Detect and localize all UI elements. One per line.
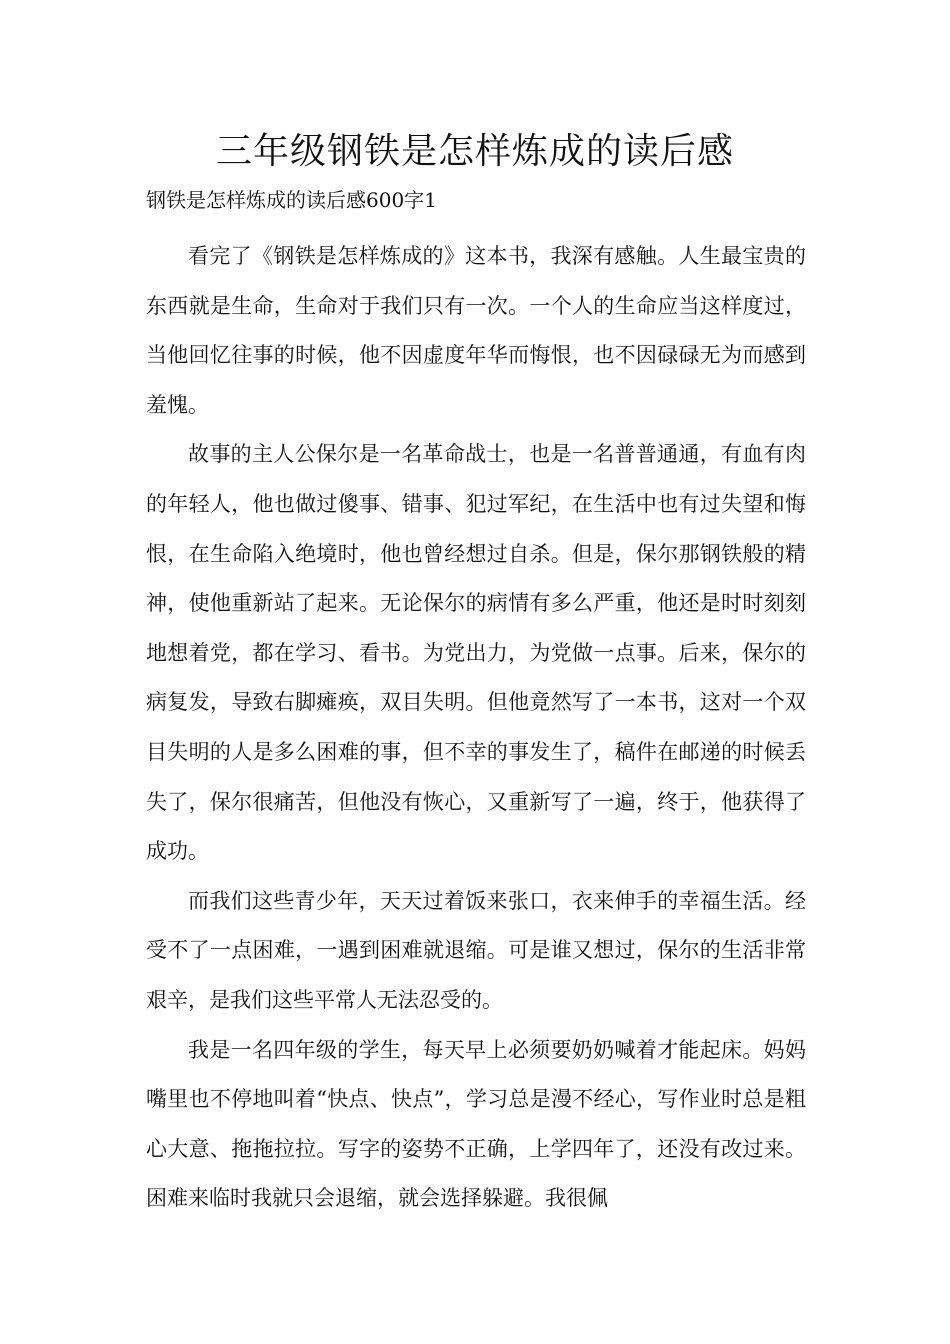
paragraph-2: 故事的主人公保尔是一名革命战士，也是一名普普通通，有血有肉的年轻人，他也做过傻事、错事、犯过军纪，在生活中也有过失望和悔恨，在生命陷入绝境时，他也曾经想过自杀。但是，保尔那钢铁般的精神，使他重新站了起来。无论保尔的病情有多么严重，他还是时时刻刻地想着党，都在学习、看书。为党出力，为党做一点事。后来，保尔的病复发，导致右脚瘫痪，双目失明。但他竟然写了一本书，这对一个双目失明的人是多么困难的事，但不幸的事发生了，稿件在邮递的时候丢失了，保尔很痛苦，但他没有恢心，又重新写了一遍，终于，他获得了成功。 bbox=[146, 442, 806, 864]
paragraph-4: 我是一名四年级的学生，每天早上必须要奶奶喊着才能起床。妈妈嘴里也不停地叫着“快点、快点”，学习总是漫不经心，写作业时总是粗心大意、拖拖拉拉。写字的姿势不正确，上学四年了，还没有改过来。困难来临时我就只会退缩，就会选择躲避。我很佩 bbox=[146, 1037, 806, 1211]
paragraph-1: 看完了《钢铁是怎样炼成的》这本书，我深有感触。人生最宝贵的东西就是生命，生命对于我们只有一次。一个人的生命应当这样度过，当他回忆往事的时候，他不因虚度年华而悔恨，也不因碌碌无为而感到羞愧。 bbox=[146, 244, 806, 417]
paragraph-3: 而我们这些青少年，天天过着饭来张口，衣来伸手的幸福生活。经受不了一点困难，一遇到困难就退缩。可是谁又想过，保尔的生活非常艰辛，是我们这些平常人无法忍受的。 bbox=[146, 888, 806, 1012]
document-title: 三年级钢铁是怎样炼成的读后感 bbox=[215, 131, 734, 172]
document-subtitle: 钢铁是怎样炼成的读后感600字1 bbox=[146, 188, 437, 212]
document-body bbox=[146, 232, 806, 1224]
